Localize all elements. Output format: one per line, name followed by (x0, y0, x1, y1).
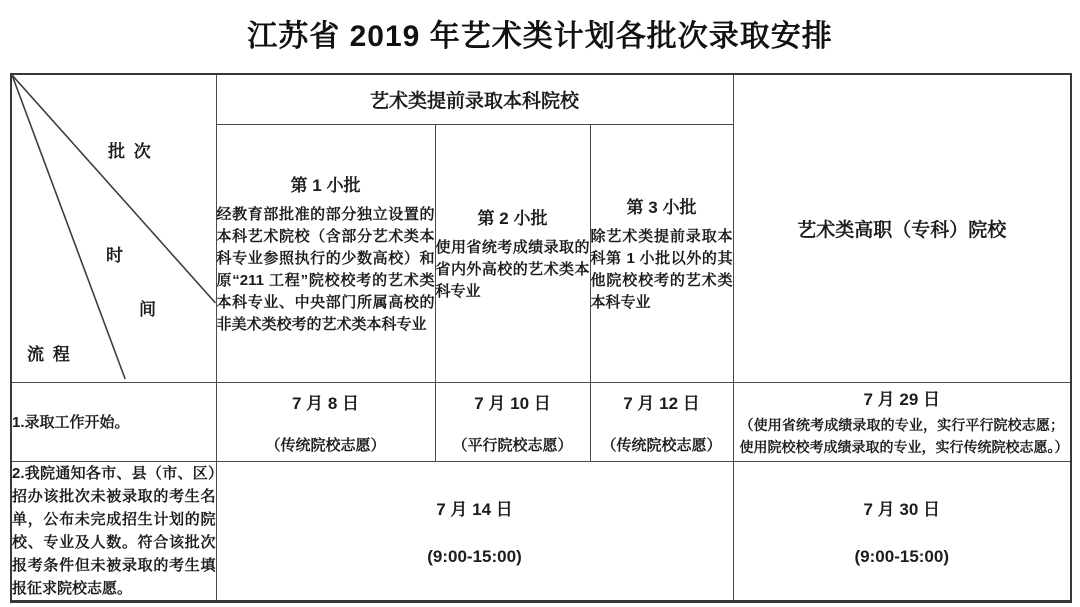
data-row-1 (11, 382, 1071, 461)
row-1-vocational-note: （使用省统考成绩录取的专业，实行平行院校志愿；使用院校校考成绩录取的专业，实行传统院校志愿。） (739, 417, 1069, 455)
schedule-table (10, 73, 1072, 603)
row-2-vocational-date-cell (733, 461, 1071, 601)
corner-label-process: 流 程 (27, 345, 72, 365)
row-1-batch-3-date: 7 月 12 日 (623, 393, 700, 413)
row-2-vocational-date: 7 月 30 日 (863, 499, 941, 519)
corner-label-time-top: 时 (106, 246, 125, 266)
row-2-merged-date: 7 月 14 日 (436, 499, 513, 519)
batch-2-header-cell (435, 124, 590, 382)
row-1-batch-3-date-cell (590, 382, 733, 461)
row-1-batch-1-note: （传统院校志愿） (265, 436, 386, 454)
group-header-cell: 艺术类提前录取本科院校 (216, 74, 733, 124)
batch-3-header-cell (590, 124, 733, 382)
batch-3-name: 第 3 小批 (626, 197, 697, 217)
row-1-batch-1-date: 7 月 8 日 (291, 393, 360, 413)
diagonal-lines-icon (12, 75, 216, 381)
batch-1-header-cell (216, 124, 435, 382)
row-2-vocational-time: (9:00-15:00) (854, 546, 950, 566)
header-row-1 (11, 74, 1071, 124)
row-1-batch-1-date-cell (216, 382, 435, 461)
batch-1-name: 第 1 小批 (290, 175, 361, 195)
row-2-label-cell: 2.我院通知各市、县（市、区）招办该批次未被录取的考生名单，公布未完成招生计划的院校、专业及人数。符合该批次报考条件但未被录取的考生填报征求院校志愿。 (11, 461, 216, 601)
corner-label-batch: 批 次 (108, 142, 153, 162)
page-title: 江苏省 2019 年艺术类计划各批次录取安排 (247, 20, 833, 53)
batch-2-description: 使用省统考成绩录取的省内外高校的艺术类本科专业 (435, 238, 590, 300)
row-1-batch-2-date: 7 月 10 日 (474, 393, 551, 413)
corner-box (12, 75, 216, 381)
row-1-vocational-date: 7 月 29 日 (863, 390, 941, 409)
row-1-vocational-date-cell (733, 382, 1071, 461)
row-1-batch-2-note: （平行院校志愿） (452, 436, 573, 454)
row-1-batch-3-note: （传统院校志愿） (601, 436, 722, 454)
row-2-merged-date-cell (216, 461, 733, 601)
row-1-label-cell: 1.录取工作开始。 (11, 382, 216, 461)
row-1-batch-2-date-cell (435, 382, 590, 461)
batch-1-description: 经教育部批准的部分独立设置的本科艺术院校（含部分艺术类本科专业参照执行的少数高校）和原“211 工程”院校校考的艺术类本科专业、中央部门所属高校的非美术类校考的艺术类本科专业 (216, 205, 435, 333)
corner-cell (11, 74, 216, 382)
batch-3-description: 除艺术类提前录取本科第 1 小批以外的其他院校校考的艺术类本科专业 (590, 227, 733, 311)
corner-label-time-bottom: 间 (139, 300, 158, 320)
row-2-merged-time: (9:00-15:00) (427, 546, 522, 566)
vocational-header-cell: 艺术类高职（专科）院校 (733, 74, 1071, 382)
data-row-2 (11, 461, 1071, 601)
batch-2-name: 第 2 小批 (477, 208, 548, 228)
